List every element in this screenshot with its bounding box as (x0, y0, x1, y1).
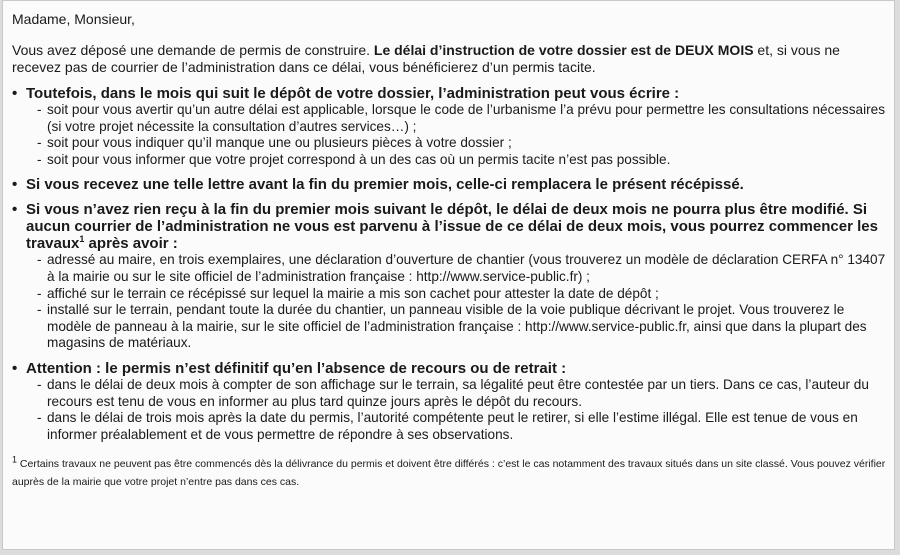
heading-text-after: après avoir : (84, 235, 178, 253)
section-heading (12, 201, 894, 252)
intro-bold-delay: Le délai d’instruction de votre dossier est de DEUX MOIS (373, 42, 754, 58)
bullet-icon: • (12, 176, 18, 194)
greeting: Madame, Monsieur, (12, 11, 135, 27)
list-item: - soit pour vous informer que votre projet correspond à un des cas où un permis tacite n’est pas possible. (37, 152, 888, 169)
section-heading (12, 176, 894, 193)
list-item: - dans le délai de trois mois après la date du permis, l’autorité compétente peut le retirer, si elle l’estime illégal. Elle est tenue de vous en informer préalablement et de vous permettre de répondre à ses observations. (37, 410, 888, 443)
section-list (12, 102, 894, 168)
section-heading-text: Si vous recevez une telle lettre avant la fin du premier mois, celle-ci remplacera le présent récépissé. (26, 176, 744, 194)
bullet-icon: • (12, 201, 18, 219)
section-heading-text: Attention : le permis n’est définitif qu’en l’absence de recours ou de retrait : (26, 359, 567, 377)
footnote-marker: 1 (12, 454, 18, 465)
footnote (12, 455, 894, 491)
bullet-icon: • (12, 85, 18, 102)
intro-text-1: Vous avez déposé une demande de permis de construire. (12, 42, 374, 58)
section-heading (12, 360, 894, 377)
list-item: - dans le délai de deux mois à compter de son affichage sur le terrain, sa légalité peut être contestée par un tiers. Dans ce cas, l’auteur du recours est tenu de vous en informer au plus tard quinze jours après le dépôt du recours. (37, 377, 888, 410)
section-heading-text: Toutefois, dans le mois qui suit le dépôt de votre dossier, l’administration peut vous écrire : (26, 85, 680, 102)
footnote-ref: 1 (79, 234, 85, 245)
intro-paragraph (12, 42, 894, 76)
section-letter-replaces-receipt (12, 176, 894, 193)
list-item: - soit pour vous avertir qu’un autre délai est applicable, lorsque le code de l’urbanisme l’a prévu pour permettre les consultations nécessaires (si votre projet nécessite la consultation d’autres services…) ; (37, 102, 888, 135)
section-list (12, 377, 894, 443)
list-item: - soit pour vous indiquer qu’il manque une ou plusieurs pièces à votre dossier ; (37, 135, 888, 152)
bullet-icon: • (12, 359, 18, 377)
footnote-text: Certains travaux ne peuvent pas être commencés dès la délivrance du permis et doivent être différés : c’est le cas notamment des travaux situés dans un site classé. Vous pouvez vérifier auprès de la mairie que votre projet n’entre pas dans ces cas. (12, 458, 886, 489)
list-item: - affiché sur le terrain ce récépissé sur lequel la mairie a mis son cachet pour attester la date de dépôt ; (37, 286, 888, 303)
list-item: - adressé au maire, en trois exemplaires, une déclaration d’ouverture de chantier (vous trouverez un modèle de déclaration CERFA n° 13407 à la mairie ou sur le site officiel de l’administration française : http://www.service-public.fr) ; (37, 252, 888, 285)
section-heading (12, 85, 894, 102)
section-attention (12, 360, 894, 443)
heading-text-before: Si vous n’avez rien reçu à la fin du premier mois suivant le dépôt, le délai de deux mois ne pourra plus être modifié. Si aucun courrier de l’administration ne vous est parvenu à l’issue de ce délai de deux mois, vous pourrez commencer les travaux (26, 201, 878, 253)
section-start-works (12, 201, 894, 352)
receipt-document (2, 0, 895, 550)
list-item: - installé sur le terrain, pendant toute la durée du chantier, un panneau visible de la voie publique décrivant le projet. Vous trouverez le modèle de panneau à la mairie, sur le site officiel de l’administration française : http://www.service-public.fr, ainsi que dans la plupart des magasins de matériaux. (37, 302, 888, 352)
intro-text-2: et, si vous ne recevez pas de courrier de l’administration dans ce délai, vous bénéficierez d’un permis tacite. (12, 42, 840, 75)
section-heading-text (26, 201, 888, 252)
section-list (12, 252, 894, 352)
section-admin-may-write (12, 85, 894, 168)
